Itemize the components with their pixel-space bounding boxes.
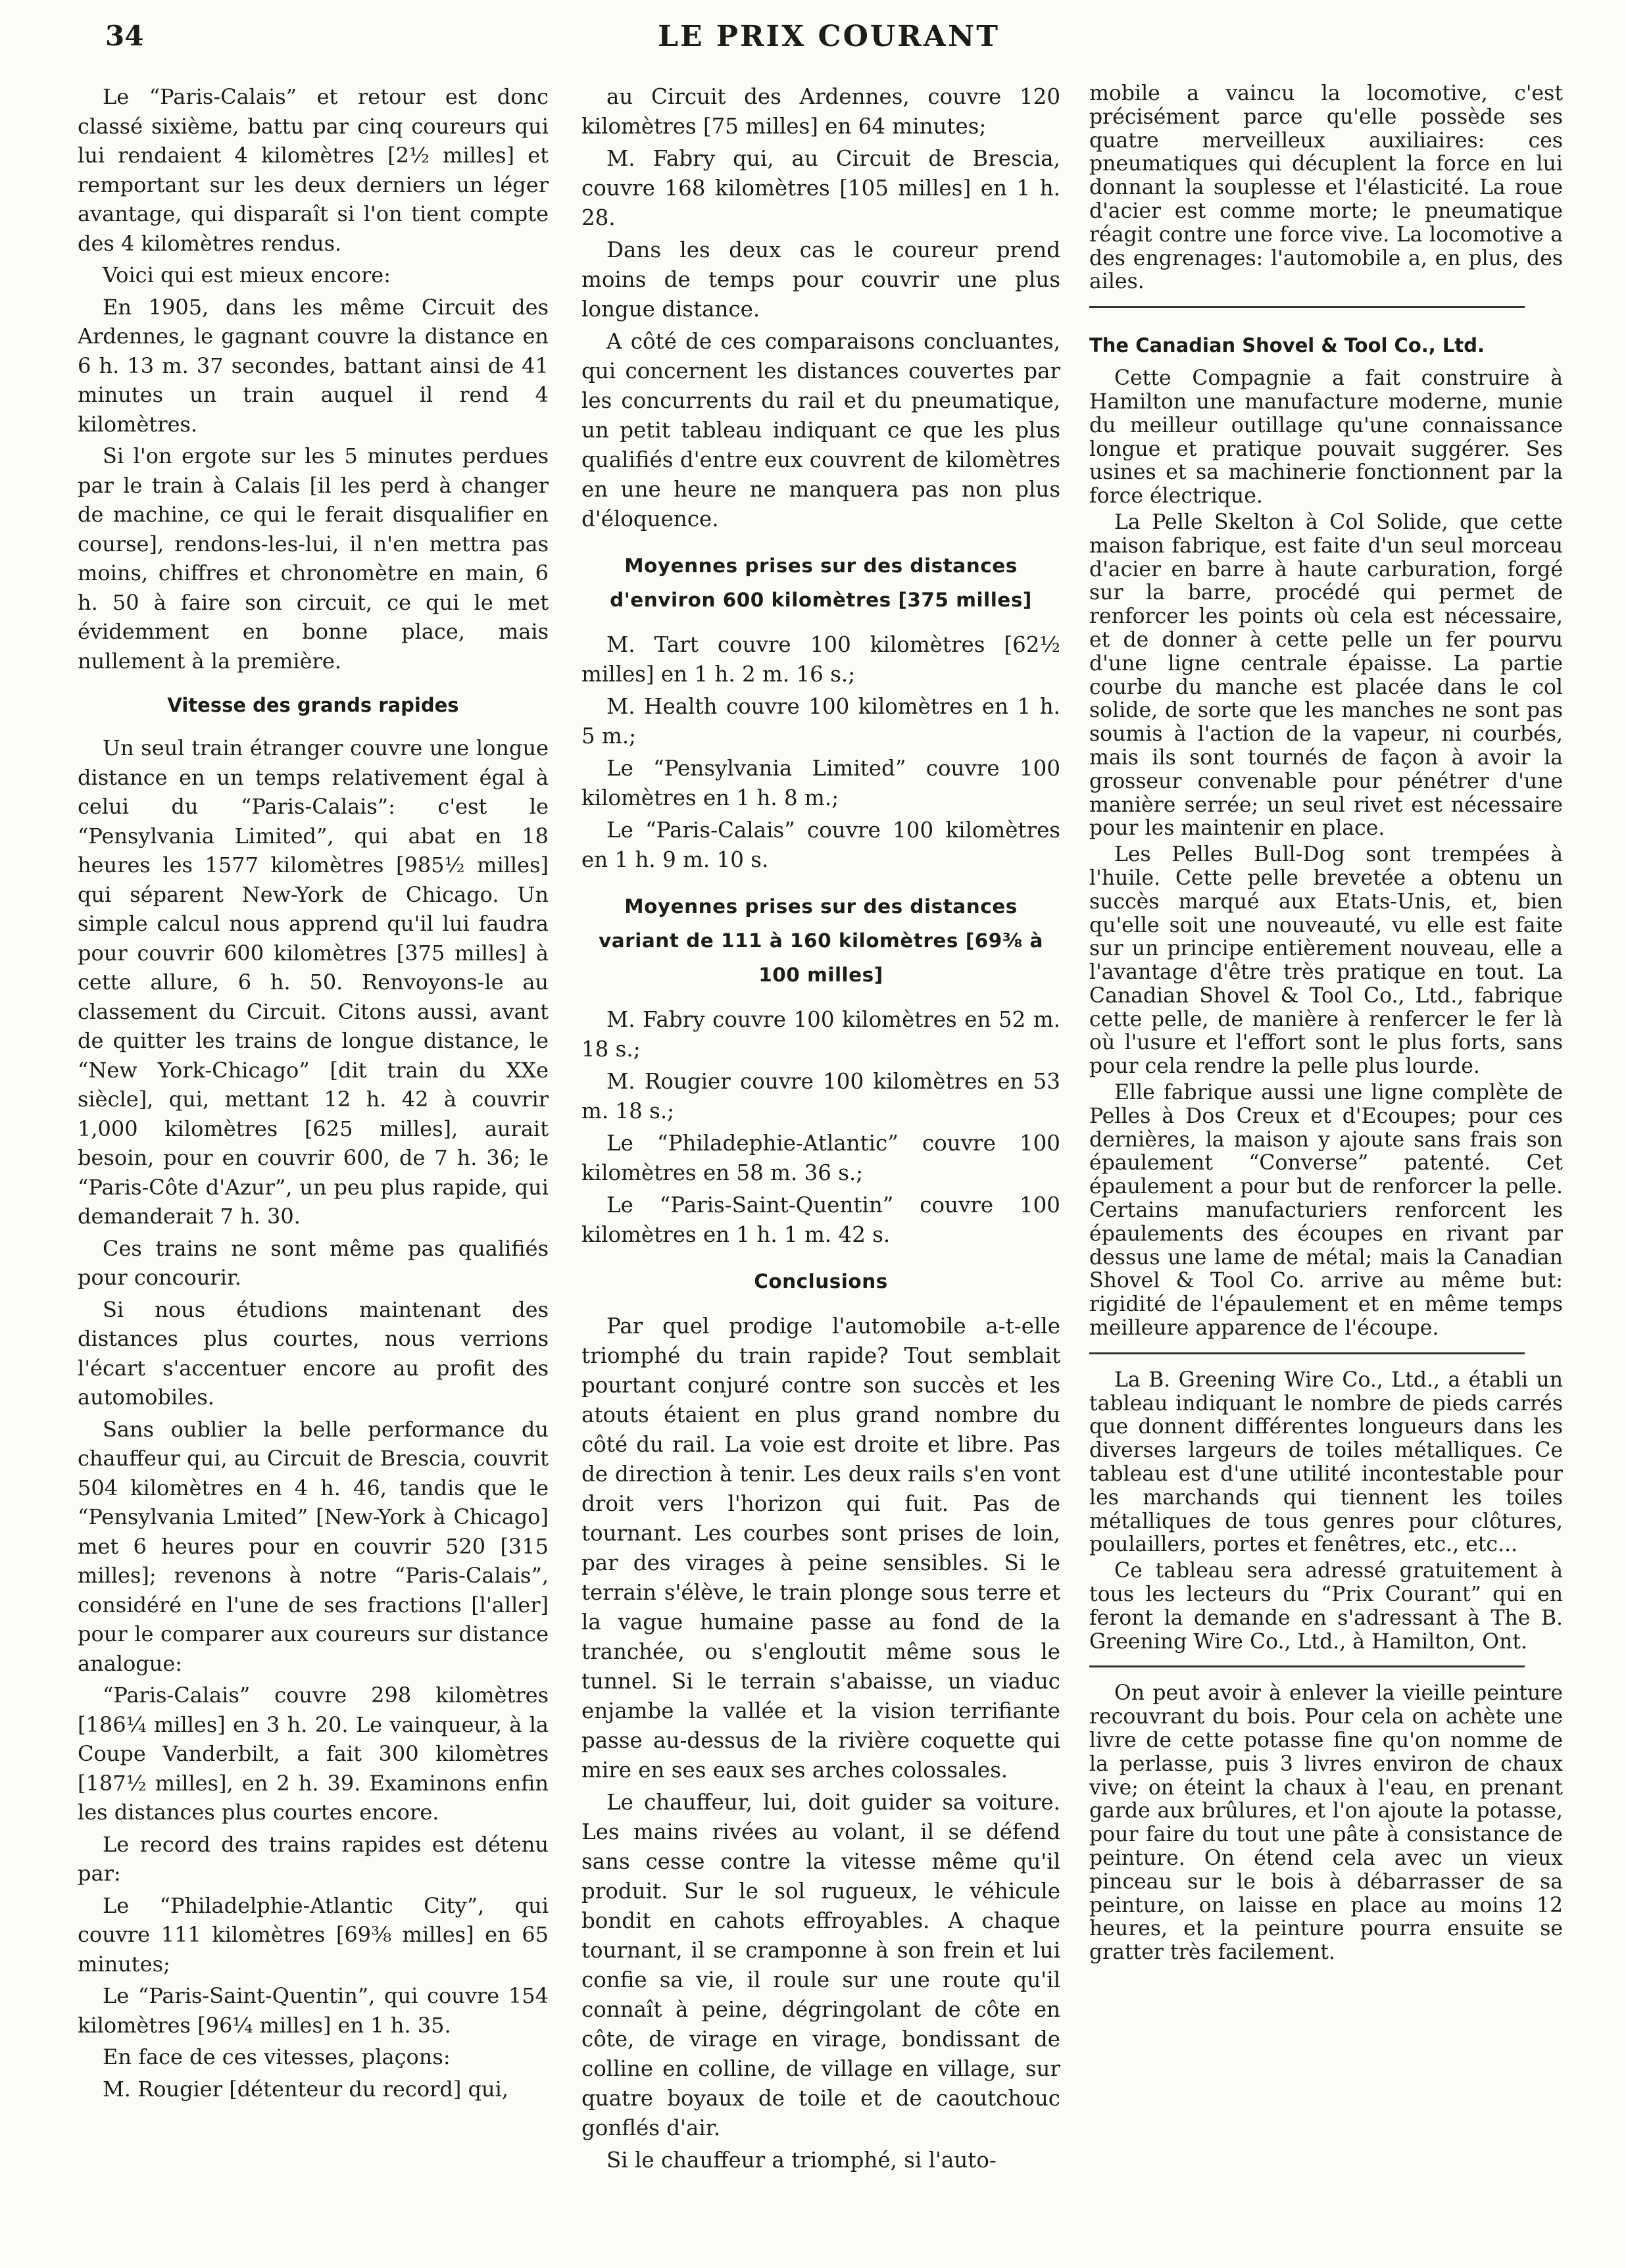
paragraph: Le “Philadephie-Atlantic” couvre 100 kilomètres en 58 m. 36 s.; xyxy=(581,1131,1060,1185)
paragraph: M. Fabry couvre 100 kilomètres en 52 m. 18 s.; xyxy=(581,1007,1060,1062)
paragraph: En face de ces vitesses, plaçons: xyxy=(103,2044,451,2069)
paragraph: Sans oublier la belle performance du chauffeur qui, au Circuit de Brescia, couvrit 504 kilomètres en 4 h. 46, tandis que le “Pensylvania Lmited” [New-York à Chicago] met 6 heures pour en couvrir 520 [315 milles]; revenons à notre “Paris-Calais”, considéré en l'une de ses fractions [l'aller] pour le comparer aux coureurs sur distance analogue: xyxy=(78,1416,549,1676)
paragraph: Le “Pensylvania Limited” couvre 100 kilomètres en 1 h. 8 m.; xyxy=(581,756,1060,810)
paragraph: au Circuit des Ardennes, couvre 120 kilomètres [75 milles] en 64 minutes; xyxy=(581,84,1060,139)
paragraph: Ce tableau sera adressé gratuitement à tous les lecteurs du “Prix Courant” qui en feront la demande en s'adressant à The B. Greening Wire Co., Ltd., à Hamilton, Ont. xyxy=(1089,1559,1563,1654)
section-heading: Moyennes prises sur des distances variant de 111 à 160 kilomètres [69⅜ à 100 milles] xyxy=(599,895,1043,986)
paragraph: Le “Paris-Saint-Quentin” couvre 100 kilomètres en 1 h. 1 m. 42 s. xyxy=(581,1193,1060,1247)
section-heading: Vitesse des grands rapides xyxy=(167,694,459,716)
paragraph: M. Rougier couvre 100 kilomètres en 53 m. 18 s.; xyxy=(581,1069,1060,1123)
paragraph: A côté de ces comparaisons concluantes, qui concernent les distances couvertes par les concurrents du rail et du pneumatique, un petit tableau indiquant ce que les plus qualifiés d'entre eux couvrent de kilomètres en une heure ne manquera pas non plus d'éloquence. xyxy=(581,329,1060,531)
paragraph: M. Health couvre 100 kilomètres en 1 h. 5 m.; xyxy=(581,694,1060,749)
divider xyxy=(1089,1352,1525,1354)
paragraph: Le “Paris-Calais” et retour est donc classé sixième, battu par cinq coureurs qui lui rendaient 4 kilomètres [2½ milles] et remportant sur les deux derniers un léger avantage, qui disparaît si l'on tient compte des 4 kilomètres rendus. xyxy=(78,84,549,256)
column-1 xyxy=(78,82,549,2246)
column-2 xyxy=(581,82,1060,2246)
paragraph: Si l'on ergote sur les 5 minutes perdues par le train à Calais [il les perd à changer de machine, ce qui le ferait disqualifier en course], rendons-les-lui, il n'en mettra pas moins, chiffres et chronomètre en main, 6 h. 50 à faire son circuit, ce qui le met évidemment en bonne place, mais nullement à la première. xyxy=(78,443,549,674)
paragraph: Elle fabrique aussi une ligne complète de Pelles à Dos Creux et d'Ecoupes; pour ces dernières, la maison y ajoute sans frais son épaulement “Converse” patenté. Cet épaulement a pour but de renforcer la pelle. Certains manufacturiers renforcent les épaulements des écoupes en rivant par dessus une lame de métal; mais la Canadian Shovel & Tool Co. arrive au même but: rigidité de l'épaulement et en même temps meilleure apparence de l'écoupe. xyxy=(1089,1081,1563,1341)
paragraph: Si nous étudions maintenant des distances plus courtes, nous verrions l'écart s'accentuer encore au profit des automobiles. xyxy=(78,1296,549,1410)
paragraph: La Pelle Skelton à Col Solide, que cette maison fabrique, est faite d'un seul morceau d'acier en barre à haute carburation, forgé sur la barre, procédé qui permet de renforcer les points où cela est nécessaire, et de donner à cette pelle un fer pourvu d'une ligne centrale épaisse. La partie courbe du manche est placée dans le col solide, de sorte que les manches ne sont pas soumis à l'action de la vapeur, ni courbés, mais ils sont tournés de façon à avoir la grosseur convenable pour pénétrer d'une manière serrée; un seul rivet est nécessaire pour les maintenir en place. xyxy=(1089,510,1563,841)
paragraph: “Paris-Calais” couvre 298 kilomètres [186¼ milles] en 3 h. 20. Le vainqueur, à la Coupe Vanderbilt, a fait 300 kilomètres [187½ milles], en 2 h. 39. Examinons enfin les distances plus courtes encore. xyxy=(78,1683,549,1825)
paragraph: En 1905, dans les même Circuit des Ardennes, le gagnant couvre la distance en 6 h. 13 m. 37 secondes, battant ainsi de 41 minutes un train auquel il rend 4 kilomètres. xyxy=(78,294,549,437)
section-heading: The Canadian Shovel & Tool Co., Ltd. xyxy=(1089,334,1485,357)
paragraph: La B. Greening Wire Co., Ltd., a établi un tableau indiquant le nombre de pieds carrés que donnent différentes longueurs dans les diverses largeurs de toiles métalliques. Ce tableau est d'une utilité incontestable pour les marchands qui tiennent les toiles métalliques de tous genres pour clôtures, poulaillers, portes et fenêtres, etc., etc... xyxy=(1089,1368,1563,1557)
page-header xyxy=(86,20,1572,72)
paragraph: Le “Paris-Saint-Quentin”, qui couvre 154 kilomètres [96¼ milles] en 1 h. 35. xyxy=(78,1983,549,2038)
paragraph: Voici qui est mieux encore: xyxy=(103,262,391,287)
paragraph: M. Tart couvre 100 kilomètres [62½ milles] en 1 h. 2 m. 16 s.; xyxy=(581,632,1060,687)
paragraph: M. Rougier [détenteur du record] qui, xyxy=(103,2076,509,2102)
paragraph: Un seul train étranger couvre une longue distance en un temps relativement égal à celui du “Paris-Calais”: c'est le “Pensylvania Limited”, qui abat en 18 heures les 1577 kilomètres [985½ milles] qui séparent New-York de Chicago. Un simple calcul nous apprend qu'il lui faudra pour couvrir 600 kilomètres [375 milles] à cette allure, 6 h. 50. Renvoyons-le au classement du Circuit. Citons aussi, avant de quitter les trains de longue distance, le “New York-Chicago” [dit train du XXe siècle], qui, mettant 12 h. 42 à couvrir 1,000 kilomètres [625 milles], aurait besoin, pour en couvrir 600, de 7 h. 36; le “Paris-Côte d'Azur”, un peu plus rapide, qui demanderait 7 h. 30. xyxy=(78,735,549,1229)
divider xyxy=(1089,1665,1525,1667)
paragraph: Ces trains ne sont même pas qualifiés pour concourir. xyxy=(78,1235,549,1290)
paragraph: Le record des trains rapides est détenu par: xyxy=(78,1831,549,1886)
column-3 xyxy=(1089,82,1563,2246)
running-title: LE PRIX COURANT xyxy=(658,20,1000,53)
paragraph: M. Fabry qui, au Circuit de Brescia, couvre 168 kilomètres [105 milles] en 1 h. 28. xyxy=(581,146,1060,230)
section-heading: Conclusions xyxy=(754,1270,888,1293)
paragraph: Dans les deux cas le coureur prend moins de temps pour couvrir une plus longue distance. xyxy=(581,237,1060,322)
paragraph: Par quel prodige l'automobile a-t-elle triomphé du train rapide? Tout semblait pourtant conjuré contre son succès et les atouts étaient en plus grand nombre du côté du rail. La voie est droite et libre. Pas de direction à tenir. Les deux rails s'en vont droit vers l'horizon qui fuit. Pas de tournant. Les courbes sont prises de loin, par des virages à peine sensibles. Si le terrain s'élève, le train plonge sous terre et la vague humaine passe au fond de la tranchée, ou s'engloutit même sous le tunnel. Si le terrain s'abaisse, un viaduc enjambe la vallée et la vision terrifiante passe au-dessus de la rivière coquette qui mire en ses eaux ses arches colossales. xyxy=(581,1314,1060,1783)
paragraph: Les Pelles Bull-Dog sont trempées à l'huile. Cette pelle brevetée a obtenu un succès marqué aux Etats-Unis, et, bien qu'elle soit une nouveauté, vu elle est faite sur un principe entièrement nouveau, elle a l'avantage d'être très pratique en tout. La Canadian Shovel & Tool Co., Ltd., fabrique cette pelle, de manière à renfercer le fer là où l'usure et l'effort sont le plus forts, sans pour cela rendre la pelle plus lourde. xyxy=(1089,843,1563,1079)
divider xyxy=(1089,306,1525,308)
paragraph: Si le chauffeur a triomphé, si l'auto- xyxy=(606,2148,997,2173)
paragraph: mobile a vaincu la locomotive, c'est précisément parce qu'elle possède ses quatre merveilleux auxiliaires: ces pneumatiques qui décuplent la force en lui donnant la souplesse et l'élasticité. La roue d'acier est comme morte; le pneumatique réagit contre une force vive. La locomotive a des engrenages: l'automobile a, en plus, des ailes. xyxy=(1089,82,1563,294)
page-number: 34 xyxy=(105,20,144,52)
paragraph: Cette Compagnie a fait construire à Hamilton une manufacture moderne, munie du meilleur outillage qu'une connaissance longue et pratique pouvait suggérer. Ses usines et sa machinerie fonctionnent par la force électrique. xyxy=(1089,366,1563,508)
section-heading: Moyennes prises sur des distances d'environ 600 kilomètres [375 milles] xyxy=(610,555,1032,611)
paragraph: Le chauffeur, lui, doit guider sa voiture. Les mains rivées au volant, il se défend sans cesse contre la vitesse même qu'il produit. Sur le sol rugueux, le véhicule bondit en cahots effroyables. A chaque tournant, il se cramponne à son frein et lui confie sa vie, il roule sur une route qu'il connaît à peine, dégringolant de côte en côte, de virage en virage, bondissant de colline en colline, de village en village, sur quatre boyaux de toile et de caoutchouc gonflés d'air. xyxy=(581,1790,1060,2140)
paragraph: On peut avoir à enlever la vieille peinture recouvrant du bois. Pour cela on achète une livre de cette potasse fine qu'on nomme de la perlasse, puis 3 livres environ de chaux vive; on éteint la chaux à l'eau, en prenant garde aux brûlures, et l'on ajoute la potasse, pour faire du tout une pâte à consistance de peinture. On étend cela avec un vieux pinceau sur le bois à débarrasser de sa peinture, on laisse en place au moins 12 heures, et la peinture pourra ensuite se gratter très facilement. xyxy=(1089,1681,1563,1965)
paragraph: Le “Philadelphie-Atlantic City”, qui couvre 111 kilomètres [69⅜ milles] en 65 minutes; xyxy=(78,1892,549,1977)
paragraph: Le “Paris-Calais” couvre 100 kilomètres en 1 h. 9 m. 10 s. xyxy=(581,818,1060,872)
